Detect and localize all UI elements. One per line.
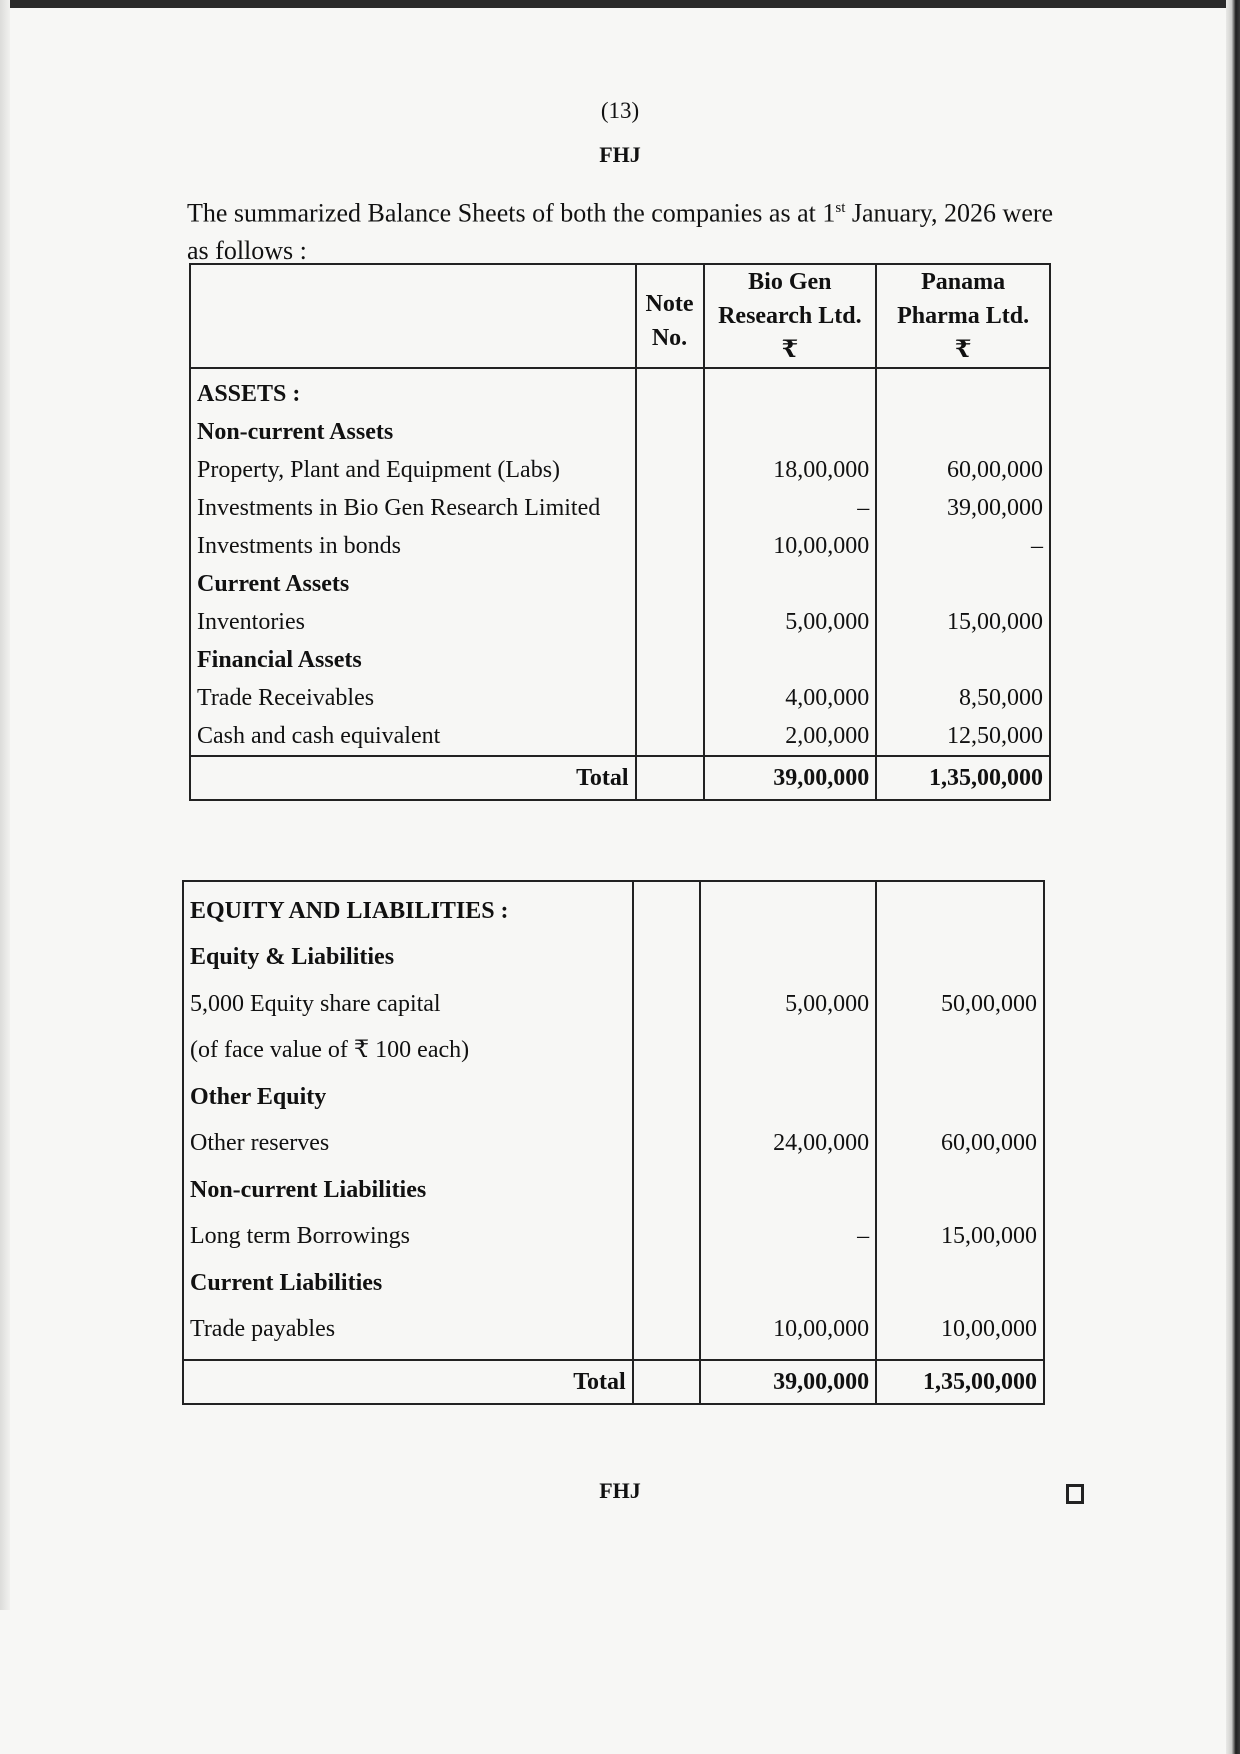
assets-row — [190, 603, 1050, 641]
equity-row-panama-value — [876, 1027, 1044, 1074]
equity-row — [183, 1167, 1044, 1214]
intro-text-end: January, 2026 were as follows : — [187, 198, 1054, 265]
equity-row-label: 5,000 Equity share capital — [190, 990, 441, 1017]
header-panama-line2: Pharma Ltd. — [897, 303, 1030, 329]
equity-row-biogen-value — [700, 1260, 876, 1307]
assets-row-label: Property, Plant and Equipment (Labs) — [197, 457, 561, 483]
end-box-icon — [1066, 1484, 1084, 1504]
assets-header-row — [190, 264, 1050, 368]
assets-row-biogen-value — [704, 413, 877, 451]
scan-edge-top — [0, 0, 1240, 8]
assets-row-note — [636, 565, 704, 603]
header-note-line2: No. — [651, 325, 688, 351]
assets-row — [190, 489, 1050, 527]
equity-row-panama-value — [876, 1260, 1044, 1307]
equity-row — [183, 1074, 1044, 1121]
assets-row-biogen-value: 18,00,000 — [704, 451, 877, 489]
assets-row-panama-value: – — [876, 527, 1050, 565]
equity-row-panama-value: 50,00,000 — [876, 981, 1044, 1028]
equity-row — [183, 934, 1044, 981]
equity-row-biogen-value: 10,00,000 — [700, 1306, 876, 1360]
equity-row-biogen-value: 5,00,000 — [700, 981, 876, 1028]
assets-row-biogen-value: 4,00,000 — [704, 679, 877, 717]
equity-row-label: Equity & Liabilities — [190, 944, 395, 970]
header-biogen-line2: Research Ltd. — [718, 303, 862, 329]
assets-row-panama-value — [876, 565, 1050, 603]
equity-row-note — [633, 1120, 701, 1167]
assets-row-label: Financial Assets — [197, 647, 362, 673]
equity-row-panama-value: 15,00,000 — [876, 1213, 1044, 1260]
equity-row-panama-value — [876, 1167, 1044, 1214]
equity-row-label: (of face value of ₹ 100 each) — [190, 1037, 470, 1063]
equity-row — [183, 1120, 1044, 1167]
header-particulars — [190, 264, 636, 368]
assets-row-panama-value: 60,00,000 — [876, 451, 1050, 489]
equity-row-note — [633, 981, 701, 1028]
equity-row — [183, 981, 1044, 1028]
scan-edge-left — [0, 0, 10, 1610]
assets-table — [189, 263, 1051, 801]
assets-row-biogen-value: – — [704, 489, 877, 527]
footer-code: FHJ — [599, 1478, 641, 1503]
assets-row-label: Current Assets — [197, 571, 350, 597]
header-panama — [876, 264, 1050, 368]
assets-row-panama-value: 39,00,000 — [876, 489, 1050, 527]
assets-row-note — [636, 641, 704, 679]
assets-total-label: Total — [576, 765, 629, 791]
assets-heading-row — [190, 368, 1050, 413]
header-panama-currency: ₹ — [954, 337, 972, 363]
assets-row-biogen-value: 5,00,000 — [704, 603, 877, 641]
assets-row — [190, 679, 1050, 717]
equity-row-label: Trade payables — [190, 1316, 336, 1342]
assets-row-panama-value: 12,50,000 — [876, 717, 1050, 756]
assets-row-biogen-value — [704, 641, 877, 679]
equity-row-note — [633, 1167, 701, 1214]
equity-row-panama-value: 10,00,000 — [876, 1306, 1044, 1360]
equity-row — [183, 1213, 1044, 1260]
intro-text: The summarized Balance Sheets of both the companies as at 1 — [187, 198, 836, 228]
equity-row-label: Current Liabilities — [190, 1269, 383, 1296]
equity-row-biogen-value — [700, 1074, 876, 1121]
equity-row-biogen-value: 24,00,000 — [700, 1120, 876, 1167]
assets-row-note — [636, 603, 704, 641]
equity-row-note — [633, 1260, 701, 1307]
equity-total-biogen: 39,00,000 — [700, 1360, 876, 1404]
equity-row-label: Other Equity — [190, 1083, 327, 1110]
assets-row — [190, 641, 1050, 679]
assets-row-label: Non-current Assets — [197, 419, 394, 445]
assets-row-label: Investments in Bio Gen Research Limited — [197, 495, 601, 521]
equity-row-panama-value — [876, 1074, 1044, 1121]
equity-row-note — [633, 934, 701, 981]
equity-total-label: Total — [573, 1368, 626, 1395]
equity-row-note — [633, 1074, 701, 1121]
assets-row-panama-value: 8,50,000 — [876, 679, 1050, 717]
assets-row-note — [636, 413, 704, 451]
assets-row-biogen-value: 2,00,000 — [704, 717, 877, 756]
header-note-line1: Note — [645, 291, 694, 317]
intro-paragraph — [187, 190, 1067, 269]
assets-row-note — [636, 679, 704, 717]
equity-row-biogen-value — [700, 1027, 876, 1074]
assets-row-panama-value — [876, 641, 1050, 679]
assets-row-label: Inventories — [197, 609, 305, 635]
equity-heading: EQUITY AND LIABILITIES : — [190, 898, 509, 924]
header-biogen-currency: ₹ — [781, 337, 799, 363]
equity-liabilities-table — [182, 880, 1045, 1405]
assets-row-label: Trade Receivables — [197, 685, 375, 711]
assets-row-note — [636, 527, 704, 565]
page-code: FHJ — [599, 142, 641, 167]
intro-superscript: st — [835, 200, 846, 216]
equity-row — [183, 1260, 1044, 1307]
assets-row-label: Investments in bonds — [197, 533, 401, 559]
equity-row-biogen-value — [700, 934, 876, 981]
assets-total-panama: 1,35,00,000 — [876, 756, 1050, 800]
assets-row-biogen-value — [704, 565, 877, 603]
header-panama-line1: Panama — [921, 269, 1006, 295]
equity-row-note — [633, 1027, 701, 1074]
assets-row-label: Cash and cash equivalent — [197, 723, 441, 749]
assets-row-panama-value: 15,00,000 — [876, 603, 1050, 641]
equity-total-panama: 1,35,00,000 — [876, 1360, 1044, 1404]
equity-row-note — [633, 1306, 701, 1360]
equity-total-row — [183, 1360, 1044, 1404]
page-number: (13) — [600, 98, 640, 123]
equity-row-panama-value: 60,00,000 — [876, 1120, 1044, 1167]
header-biogen-line1: Bio Gen — [748, 269, 832, 295]
equity-row-note — [633, 1213, 701, 1260]
equity-row-panama-value — [876, 934, 1044, 981]
assets-row-panama-value — [876, 413, 1050, 451]
assets-row — [190, 413, 1050, 451]
equity-row-label: Long term Borrowings — [190, 1223, 410, 1249]
assets-row — [190, 527, 1050, 565]
header-biogen — [704, 264, 877, 368]
equity-row-biogen-value: – — [700, 1213, 876, 1260]
assets-row-note — [636, 489, 704, 527]
equity-row-label: Other reserves — [190, 1130, 330, 1156]
equity-row-biogen-value — [700, 1167, 876, 1214]
assets-row-note — [636, 451, 704, 489]
equity-row — [183, 1027, 1044, 1074]
assets-total-row — [190, 756, 1050, 800]
assets-row — [190, 565, 1050, 603]
assets-total-biogen: 39,00,000 — [704, 756, 877, 800]
equity-row — [183, 1306, 1044, 1360]
equity-heading-row — [183, 881, 1044, 934]
assets-row-biogen-value: 10,00,000 — [704, 527, 877, 565]
assets-row — [190, 717, 1050, 756]
assets-row — [190, 451, 1050, 489]
equity-row-label: Non-current Liabilities — [190, 1176, 427, 1203]
header-note — [636, 264, 704, 368]
assets-heading: ASSETS : — [197, 381, 301, 407]
assets-row-note — [636, 717, 704, 756]
